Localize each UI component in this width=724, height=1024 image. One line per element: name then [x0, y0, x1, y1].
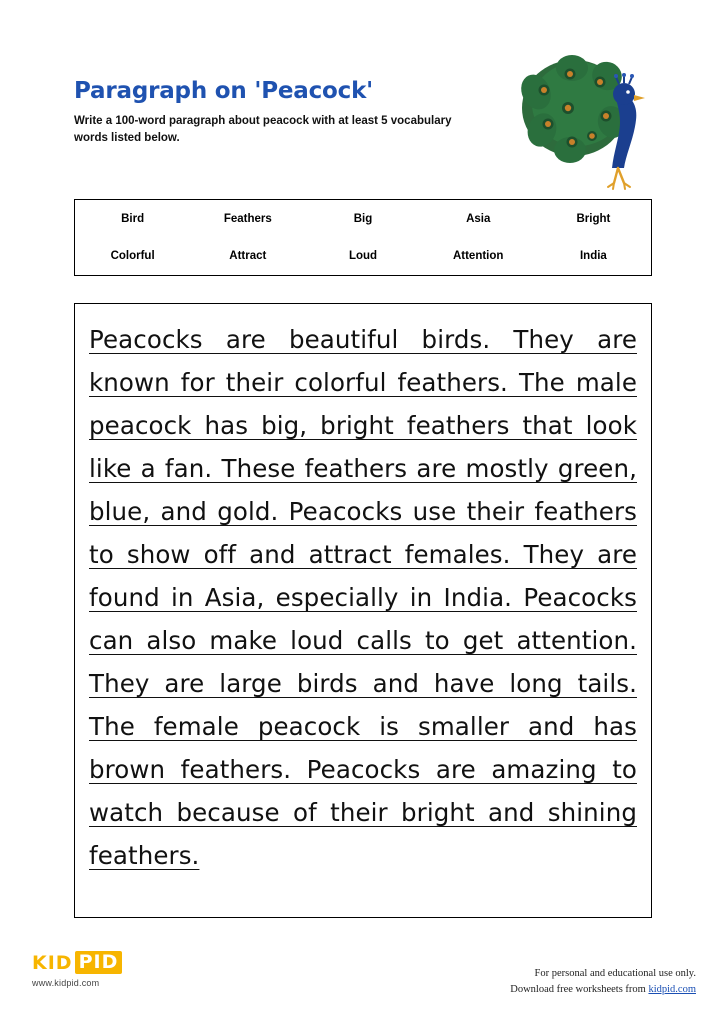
vocab-word: Big: [353, 212, 373, 225]
vocab-word: Loud: [348, 250, 378, 263]
kidpid-logo: [32, 951, 152, 988]
logo-pid-text: PID: [75, 951, 123, 974]
footer-note-line2: [510, 982, 696, 998]
logo-kid-text: KID: [32, 951, 73, 974]
vocabulary-row-2: [75, 238, 651, 276]
logo-url: www.kidpid.com: [32, 978, 100, 988]
footer-note-line1: For personal and educational use only.: [534, 968, 696, 979]
kidpid-link[interactable]: kidpid.com: [648, 984, 696, 996]
vocab-word: Bright: [576, 212, 611, 225]
vocab-word: Attract: [229, 250, 267, 263]
footer-note: [510, 966, 696, 999]
page-title: Paragraph on 'Peacock': [74, 78, 374, 104]
vocab-word: India: [579, 250, 607, 263]
answer-text: Peacocks are beautiful birds. They are known for their colorful feathers. The male peacock has big, bright feathers that look like a fan. These feathers are mostly green, blue, and gold. Peacocks use their feathers to show off and attract females. They are found in Asia, especially in India. Peacocks can also make loud calls to get attention. They are large birds and have long tails. The female peacock is smaller and has brown feathers. Peacocks are amazing to watch because of their bright and shining feathers.: [89, 325, 637, 870]
peacock-illustration: [512, 50, 662, 195]
vocab-word: Colorful: [110, 250, 155, 263]
footer-note-prefix: Download free worksheets from: [510, 984, 649, 996]
header: [74, 78, 494, 146]
logo-mark: [32, 951, 152, 974]
instructions-text: Write a 100-word paragraph about peacock with at least 5 vocabulary words listed below.: [74, 115, 452, 144]
vocab-word: Asia: [466, 212, 491, 225]
vocab-word: Bird: [121, 212, 145, 225]
vocabulary-box: [74, 199, 652, 276]
vocab-word: Feathers: [223, 212, 272, 225]
vocab-word: Attention: [452, 250, 504, 263]
vocabulary-row-1: [75, 200, 651, 238]
answer-box[interactable]: [74, 303, 652, 918]
